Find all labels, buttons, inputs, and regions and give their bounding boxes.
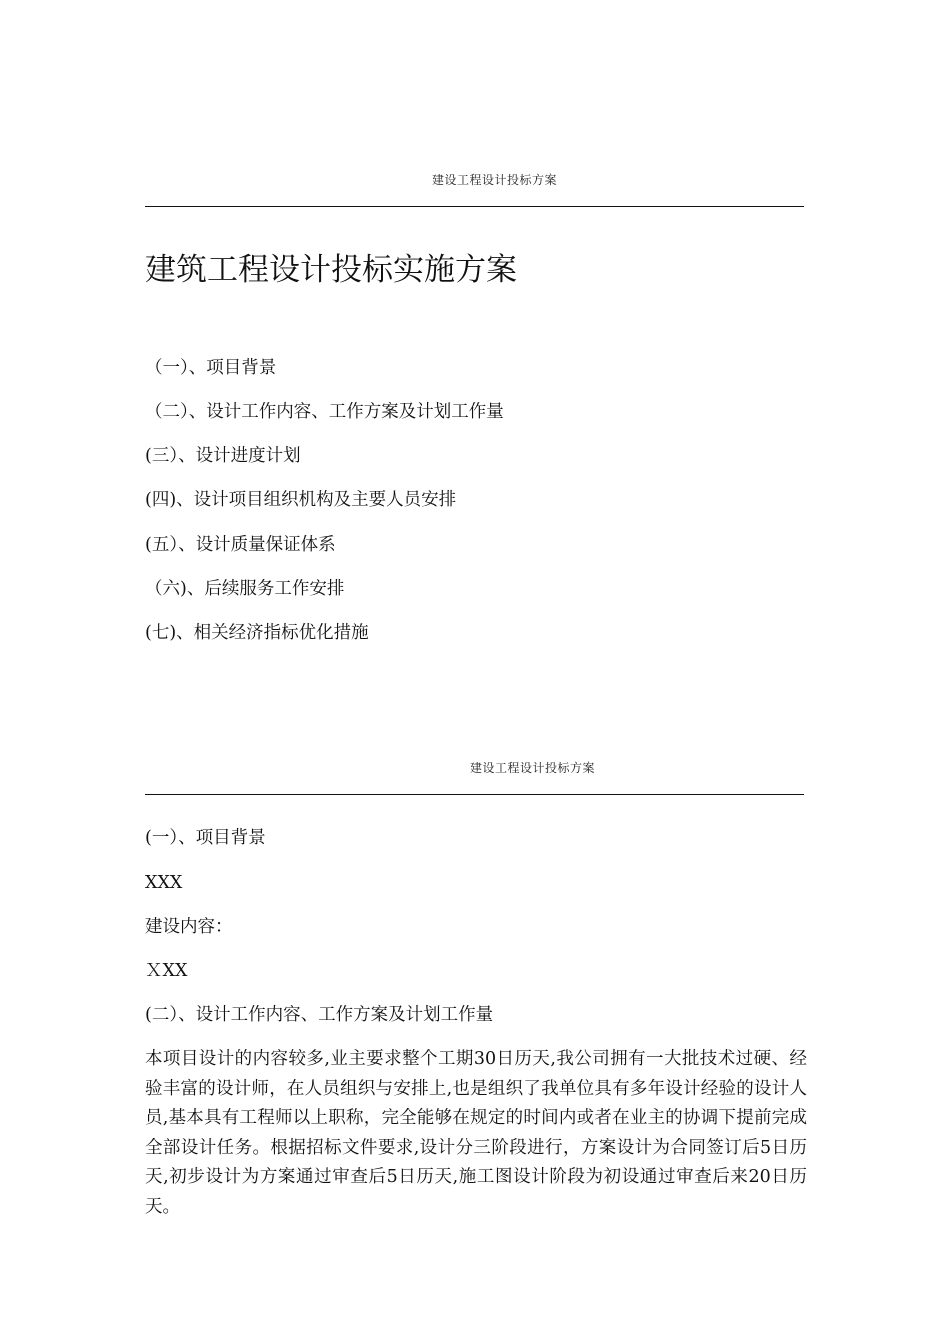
toc-item-5: (五）、设计质量保证体系: [145, 535, 336, 555]
running-header: 建设工程设计投标方案: [470, 761, 596, 775]
toc-item-1: （一）、项目背景: [145, 358, 277, 378]
content-value: ＸXX: [145, 961, 188, 981]
toc-item-7: (七)、相关经济指标优化措施: [145, 623, 369, 643]
header-rule: [145, 206, 804, 207]
content-label: 建设内容：: [145, 917, 233, 937]
toc-item-2: （二）、设计工作内容、工作方案及计划工作量: [145, 402, 504, 422]
toc-item-4: (四)、设计项目组织机构及主要人员安排: [145, 490, 457, 510]
toc-item-3: (三）、设计进度计划: [145, 446, 301, 466]
body-paragraph: 本项目设计的内容较多,业主要求整个工期30日历天,我公司拥有一大批技术过硬、经验丰富的设计师，在人员组织与安排上,也是组织了我单位具有多年设计经验的设计人员,基本具有工程师以上职称，完全能够在规定的时间内或者在业主的协调下提前完成全部设计任务。根据招标文件要求,设计分三阶段进行，方案设计为合同签订后5日历天,初步设计为方案通过审查后5日历天,施工图设计阶段为初设通过审查后来20日历天。: [145, 1049, 807, 1217]
project-name: XXX: [145, 873, 183, 893]
section-heading: (二）、设计工作内容、工作方案及计划工作量: [145, 1005, 494, 1025]
running-header: 建设工程设计投标方案: [432, 173, 558, 187]
header-rule: [145, 794, 804, 795]
toc-item-6: （六)、后续服务工作安排: [145, 579, 345, 599]
document-title: 建筑工程设计投标实施方案: [145, 252, 517, 288]
section-heading: (一）、项目背景: [145, 828, 266, 848]
